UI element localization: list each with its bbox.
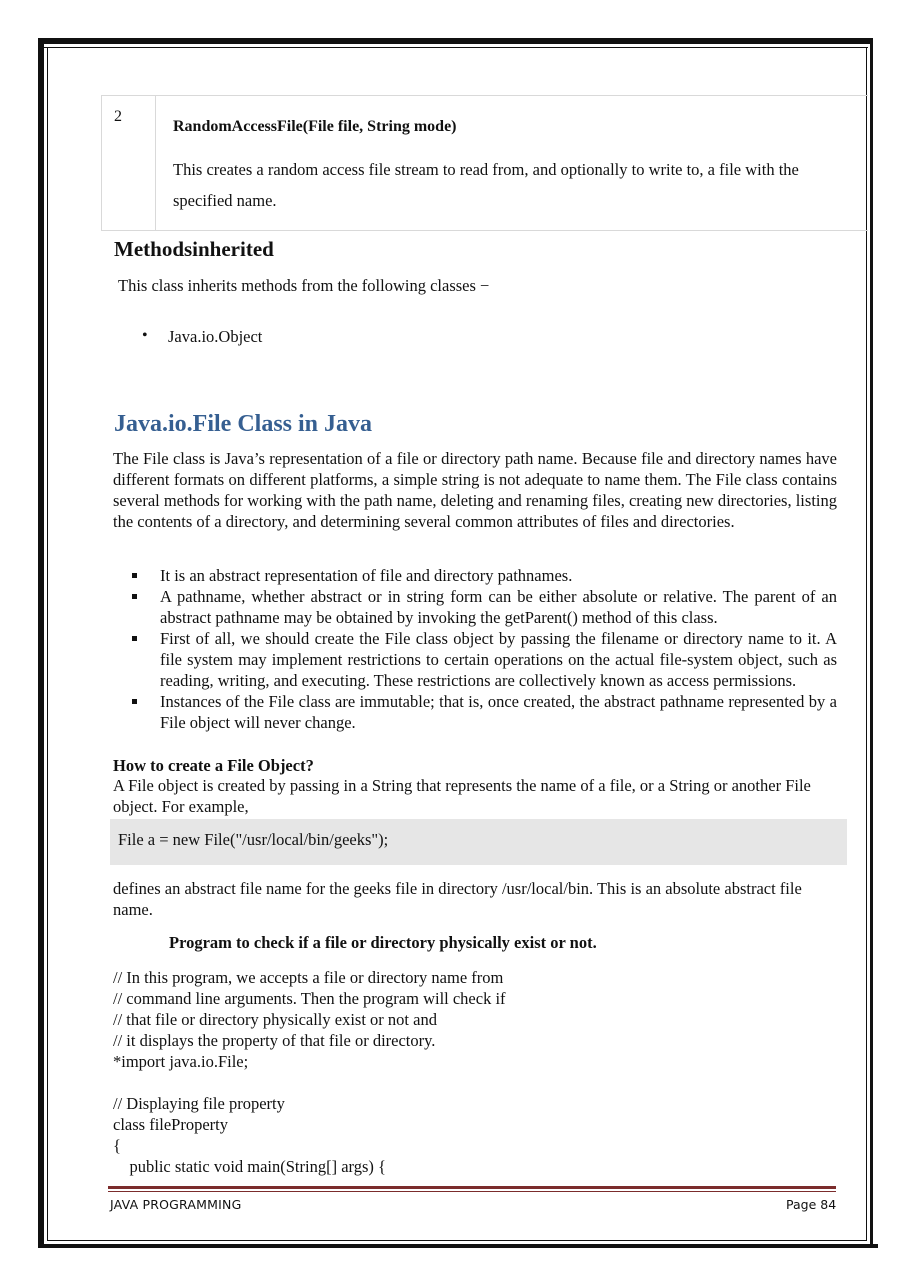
code-explanation: defines an abstract file name for the geeks file in directory /usr/local/bin. This is an absolute abstract file name. (113, 879, 802, 919)
program-heading: Program to check if a file or directory physically exist or not. (169, 933, 597, 952)
list-item-text: First of all, we should create the File class object by passing the filename or directory name to it. A file system may implement restrictions to certain operations on the actual file-system object, such as reading, writing, and executing. These restrictions are collectively known as access permissions. (160, 629, 837, 690)
code-example-box (110, 819, 847, 865)
code-line (113, 1072, 506, 1093)
bullet-dot-icon: • (142, 327, 148, 344)
section-paragraph: The File class is Java’s representation of a file or directory path name. Because file and directory names have different formats on different platforms, a simple string is not adequate to name them. The File class contains several methods for working with the path name, deleting and renaming files, creating new directories, listing the contents of a directory, and determining several common attributes of files and directories. (113, 449, 837, 531)
code-line: // command line arguments. Then the program will check if (113, 989, 506, 1008)
constructor-signature: RandomAccessFile(File file, String mode) (173, 118, 457, 135)
list-item (113, 565, 837, 586)
constructor-number: 2 (114, 108, 122, 125)
code-line: // it displays the property of that file or directory. (113, 1031, 436, 1050)
square-bullet-icon (132, 594, 137, 599)
square-bullet-icon (132, 573, 137, 578)
table-column-divider (155, 96, 156, 230)
square-bullet-icon (132, 636, 137, 641)
section-heading: Java.io.File Class in Java (114, 411, 373, 437)
constructor-description: This creates a random access file stream to read from, and optionally to write to, a file with the specified name. (173, 160, 799, 210)
code-line: *import java.io.File; (113, 1052, 249, 1071)
list-item-text: Instances of the File class are immutable; that is, once created, the abstract pathname represented by a File object will never change. (160, 692, 837, 732)
constructor-table-row (101, 95, 868, 231)
code-line: // Displaying file property (113, 1094, 285, 1113)
methods-inherited-intro: This class inherits methods from the following classes − (118, 276, 490, 295)
code-example: File a = new File("/usr/local/bin/geeks"); (118, 830, 389, 849)
list-item-text: A pathname, whether abstract or in string form can be either absolute or relative. The parent of an abstract pathname may be obtained by invoking the getParent() method of this class. (160, 587, 837, 627)
code-line: public static void main(String[] args) { (113, 1157, 386, 1176)
code-line: // that file or directory physically exist or not and (113, 1010, 437, 1029)
inherited-class-item: Java.io.Object (168, 327, 263, 346)
square-bullet-icon (132, 699, 137, 704)
footer-rule-thin (108, 1191, 836, 1192)
program-code (113, 967, 506, 1177)
feature-list (113, 565, 837, 733)
footer-title: JAVA PROGRAMMING (110, 1197, 242, 1212)
footer-rule (108, 1186, 836, 1189)
page-number: Page 84 (786, 1197, 837, 1212)
list-item (113, 586, 837, 628)
list-item-text: It is an abstract representation of file and directory pathnames. (160, 566, 573, 585)
list-item (113, 628, 837, 691)
how-to-create-paragraph: A File object is created by passing in a String that represents the name of a file, or a String or another File object. For example, (113, 776, 811, 816)
code-line: { (113, 1136, 121, 1155)
how-to-create-heading: How to create a File Object? (113, 756, 314, 775)
code-line: class fileProperty (113, 1115, 229, 1134)
page-border-bottom (38, 1244, 878, 1248)
code-line: // In this program, we accepts a file or directory name from (113, 968, 504, 987)
methods-inherited-heading: Methodsinherited (114, 237, 274, 261)
list-item (113, 691, 837, 733)
